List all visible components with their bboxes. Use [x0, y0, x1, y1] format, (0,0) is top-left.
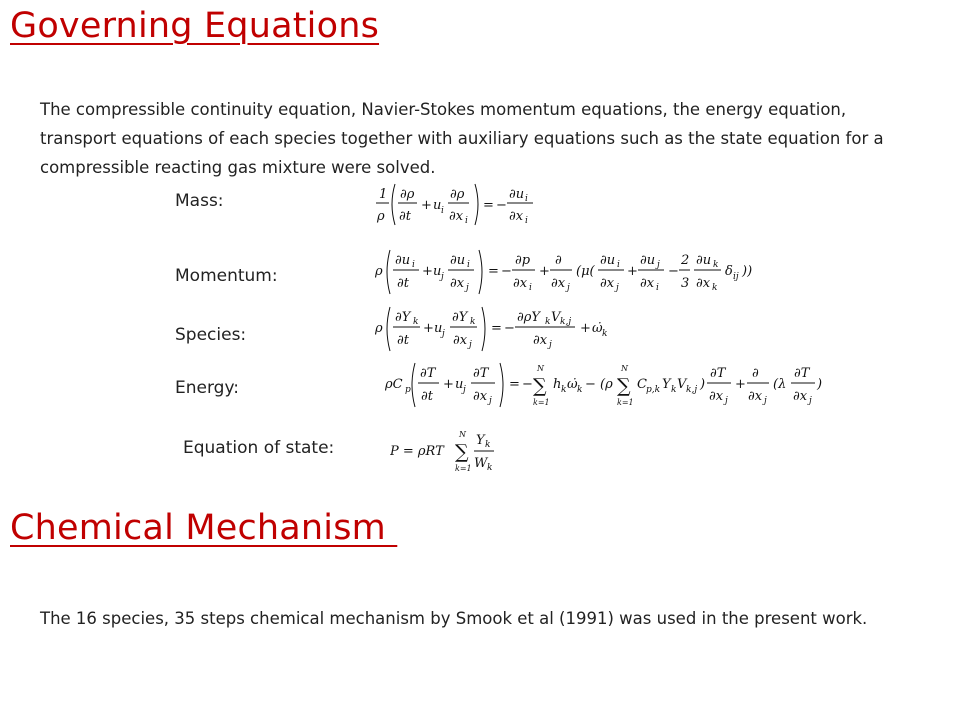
svg-text:ω̇: ω̇: [567, 377, 578, 392]
svg-text:ρ: ρ: [375, 264, 383, 279]
svg-text:+: +: [422, 264, 433, 279]
svg-text:∂ρY: ∂ρY: [517, 310, 540, 325]
svg-text:N: N: [537, 364, 544, 373]
svg-text:∂x: ∂x: [450, 276, 465, 291]
svg-text:∑: ∑: [455, 441, 469, 463]
momentum-label: Momentum:: [175, 266, 278, 286]
svg-text:k: k: [713, 260, 719, 270]
svg-text:∂T: ∂T: [473, 366, 489, 381]
svg-text:k: k: [561, 385, 567, 395]
svg-text:i: i: [525, 194, 528, 204]
svg-text:∂ρ: ∂ρ: [400, 187, 415, 202]
svg-text:∂u: ∂u: [696, 253, 712, 268]
svg-text:ω̇: ω̇: [592, 321, 603, 336]
svg-text:k,j: k,j: [686, 385, 698, 395]
svg-text:j: j: [442, 329, 445, 339]
svg-text:u: u: [433, 264, 442, 279]
svg-text:+: +: [423, 321, 434, 336]
svg-text:∂u: ∂u: [395, 253, 411, 268]
svg-text:3: 3: [681, 276, 690, 291]
svg-text:δ: δ: [725, 264, 733, 279]
svg-text:∂x: ∂x: [709, 389, 724, 404]
svg-text:j: j: [764, 396, 767, 406]
svg-text:1: 1: [379, 187, 388, 202]
species-label: Species:: [175, 325, 247, 345]
svg-text:∑: ∑: [533, 375, 547, 397]
svg-text:∂: ∂: [752, 366, 759, 381]
svg-text:ij: ij: [733, 272, 739, 282]
svg-text:(λ: (λ: [773, 377, 787, 392]
svg-text:k=1: k=1: [533, 398, 550, 407]
svg-text:∂x: ∂x: [600, 276, 615, 291]
svg-text:j: j: [809, 396, 812, 406]
svg-text:−: −: [496, 198, 507, 213]
svg-text:j: j: [725, 396, 728, 406]
svg-text:k: k: [545, 317, 551, 327]
svg-text:∂u: ∂u: [600, 253, 616, 268]
svg-text:=: =: [488, 264, 499, 279]
svg-text:V: V: [677, 377, 687, 392]
species-equation: [375, 303, 635, 355]
svg-text:j: j: [463, 385, 466, 395]
svg-text:∂x: ∂x: [453, 333, 468, 348]
svg-text:j: j: [567, 283, 570, 293]
svg-text:∂x: ∂x: [551, 276, 566, 291]
svg-text:=: =: [509, 377, 520, 392]
svg-text:)): )): [742, 264, 753, 279]
svg-text:∂u: ∂u: [450, 253, 466, 268]
svg-text:i: i: [656, 283, 659, 293]
svg-text:u: u: [434, 321, 443, 336]
svg-text:∂T: ∂T: [710, 366, 726, 381]
svg-text:−: −: [504, 321, 515, 336]
svg-text:∂x: ∂x: [513, 276, 528, 291]
svg-text:∂x: ∂x: [533, 333, 548, 348]
svg-text:=: =: [483, 198, 494, 213]
svg-text:i: i: [525, 216, 528, 226]
svg-text:∂t: ∂t: [399, 209, 411, 224]
svg-text:∂T: ∂T: [794, 366, 810, 381]
svg-text:k: k: [487, 463, 493, 473]
svg-text:+: +: [580, 321, 591, 336]
svg-text:Y: Y: [662, 377, 671, 392]
chemical-mechanism-title: Chemical Mechanism: [10, 508, 398, 548]
svg-text:∂ρ: ∂ρ: [450, 187, 465, 202]
energy-label: Energy:: [175, 378, 240, 398]
svg-text:u: u: [433, 198, 442, 213]
svg-text:∂x: ∂x: [696, 276, 711, 291]
svg-text:Y: Y: [476, 433, 485, 448]
svg-text:i: i: [617, 260, 620, 270]
svg-text:i: i: [441, 206, 444, 216]
governing-description: The compressible continuity equation, Navier-Stokes momentum equations, the energy equation, transport equations of each species together with auxiliary equations such as the state equation for a compressible reacting gas mixture were solved.: [40, 100, 884, 177]
svg-text:k=1: k=1: [617, 398, 634, 407]
svg-text:∂t: ∂t: [421, 389, 433, 404]
svg-text:k: k: [413, 317, 419, 327]
svg-text:∂: ∂: [555, 253, 562, 268]
svg-text:i: i: [412, 260, 415, 270]
svg-text:+: +: [627, 264, 638, 279]
mass-equation: [375, 180, 555, 230]
state-equation: [390, 425, 510, 475]
svg-text:∂p: ∂p: [515, 253, 531, 268]
svg-text:ρ: ρ: [375, 321, 383, 336]
svg-text:j: j: [549, 340, 552, 350]
chemical-description: The 16 species, 35 steps chemical mechanism by Smook et al (1991) was used in the present work.: [40, 609, 868, 628]
svg-text:+: +: [539, 264, 550, 279]
svg-text:∂x: ∂x: [793, 389, 808, 404]
state-label: Equation of state:: [183, 438, 335, 458]
svg-text:C: C: [637, 377, 647, 392]
svg-text:∂x: ∂x: [640, 276, 655, 291]
svg-text:∂t: ∂t: [397, 276, 409, 291]
svg-text:j: j: [616, 283, 619, 293]
svg-text:−: −: [522, 377, 533, 392]
svg-text:∂Y: ∂Y: [395, 310, 411, 325]
svg-text:p,k: p,k: [646, 385, 661, 395]
svg-text:∂t: ∂t: [397, 333, 409, 348]
svg-text:p: p: [405, 385, 411, 395]
svg-text:j: j: [469, 340, 472, 350]
svg-text:i: i: [529, 283, 532, 293]
svg-text:∂u: ∂u: [640, 253, 656, 268]
svg-text:i: i: [465, 216, 468, 226]
energy-equation: [385, 357, 825, 413]
svg-text:∂x: ∂x: [509, 209, 524, 224]
svg-text:): ): [817, 377, 823, 392]
svg-text:=: =: [491, 321, 502, 336]
mass-label: Mass:: [175, 191, 224, 211]
svg-text:k=1: k=1: [455, 464, 472, 473]
svg-text:−: −: [668, 264, 679, 279]
svg-text:V: V: [551, 310, 561, 325]
svg-text:k,j: k,j: [560, 317, 572, 327]
svg-text:u: u: [455, 377, 464, 392]
svg-text:+: +: [421, 198, 432, 213]
governing-equations-title: Governing Equations: [10, 6, 380, 46]
svg-text:(μ(: (μ(: [576, 264, 595, 279]
svg-text:− (ρ: − (ρ: [585, 377, 613, 392]
svg-text:N: N: [459, 430, 466, 439]
svg-text:∂x: ∂x: [748, 389, 763, 404]
svg-text:∑: ∑: [617, 375, 631, 397]
svg-text:k: k: [602, 329, 608, 339]
svg-text:−: −: [501, 264, 512, 279]
svg-text:+: +: [735, 377, 746, 392]
svg-text:ρ: ρ: [377, 209, 385, 224]
svg-text:W: W: [474, 456, 488, 471]
svg-text:i: i: [467, 260, 470, 270]
svg-text:∂x: ∂x: [473, 389, 488, 404]
svg-text:N: N: [621, 364, 628, 373]
svg-text:h: h: [553, 377, 562, 392]
svg-text:): ): [700, 377, 706, 392]
svg-text:2: 2: [681, 253, 690, 268]
svg-text:j: j: [441, 272, 444, 282]
svg-text:ρC: ρC: [385, 377, 403, 392]
svg-text:j: j: [466, 283, 469, 293]
svg-text:∂T: ∂T: [420, 366, 436, 381]
svg-text:j: j: [489, 396, 492, 406]
momentum-equation: [375, 244, 765, 300]
svg-text:k: k: [577, 385, 583, 395]
svg-text:∂Y: ∂Y: [452, 310, 468, 325]
svg-text:k: k: [470, 317, 476, 327]
svg-text:P = ρRT: P = ρRT: [390, 444, 444, 459]
svg-text:j: j: [657, 260, 660, 270]
svg-text:k: k: [485, 440, 491, 450]
svg-text:k: k: [671, 385, 677, 395]
svg-text:k: k: [712, 283, 718, 293]
svg-text:∂u: ∂u: [509, 187, 525, 202]
svg-text:∂x: ∂x: [449, 209, 464, 224]
svg-text:+: +: [443, 377, 454, 392]
